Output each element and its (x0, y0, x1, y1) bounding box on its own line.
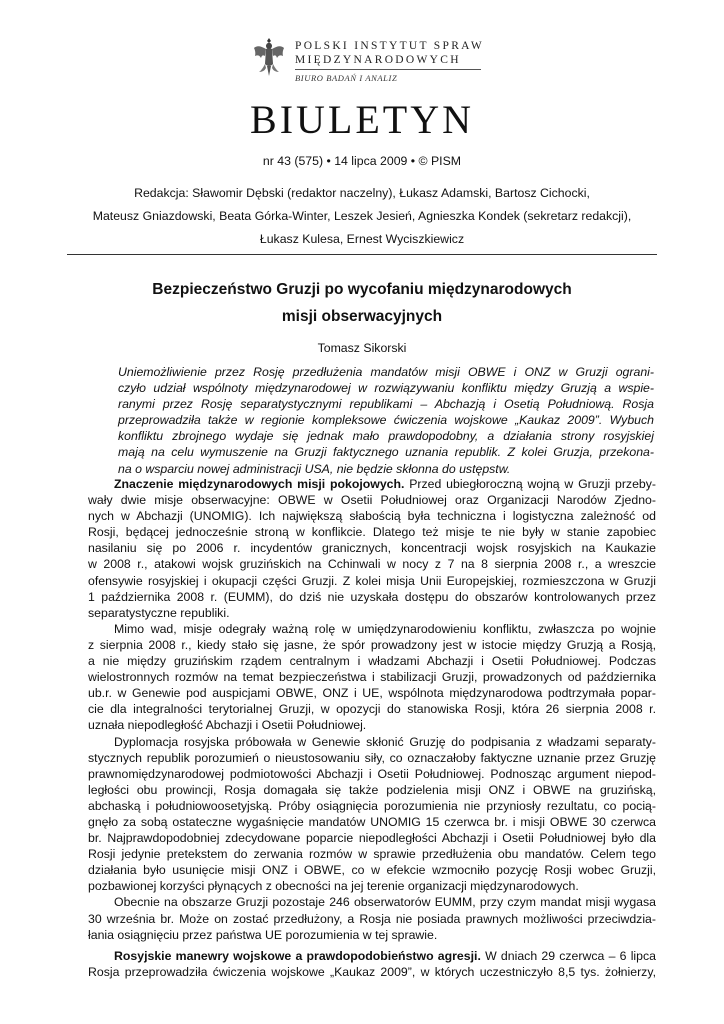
abstract-line: mają na celu wymuszenie na Gruzji faktycznego uznania republik. Z kolei Gruzja, przekona- (118, 445, 654, 460)
issue-line: nr 43 (575) • 14 lipca 2009 • © PISM (262, 154, 462, 168)
section1-first-line-text: Przed ubiegłoroczną wojną w Gruzji przeby- (404, 477, 656, 491)
body-line: ległości obu prowincji, Rosja domagała się także podzielenia misji ONZ i OBWE na gruzińską, (88, 782, 656, 797)
body-line: stycznych republik porozumień o nieustosowaniu siły, co oznaczałoby faktyczne uznanie przez Gruzję (88, 750, 656, 765)
body-line: ub.r. w Genewie pod auspicjami OBWE, ONZ i UE, wspólnota międzynarodowa podtrzymała popar- (88, 686, 656, 701)
editors-line-1: Redakcja: Sławomir Dębski (redaktor naczelny), Łukasz Adamski, Bartosz Cichocki, (134, 186, 590, 200)
body-line: Rosja przeprowadziła ćwiczenia wojskowe „Kaukaz 2009”, w których uczestniczyło 8,5 tys. żołnierzy, (88, 964, 656, 979)
body-line: ofensywie rosyjskiej i okupacji części Gruzji. Z kolei misja Unii Europejskiej, rozmieszczona w Gruzji (88, 573, 656, 588)
section2-heading: Rosyjskie manewry wojskowe a prawdopodobieństwo agresji. (114, 948, 481, 963)
body-line: uznała niepodległość Abchazji i Osetii Południowej. (88, 718, 367, 733)
body-line: Rosji jedynie pretekstem do zerwania rozmów w sprawie przedłużenia obu mandatów. Celem tego (88, 847, 656, 862)
body-line: wały dwie misje obserwacyjne: OBWE w Osetii Południowej oraz Organizacji Narodów Zjedno- (88, 493, 656, 508)
body-line: 30 września br. Może on zostać przedłużony, a Rosja nie posiada prawnych możliwości przeciwdzia- (88, 911, 656, 926)
body-line: prawnomiędzynarodowej podmiotowości Abchazji i Osetii Południowej. Podnosząc argument niepod- (88, 766, 656, 781)
section2-first-line (88, 948, 656, 964)
body-line: Mimo wad, misje odegrały ważną rolę w umiędzynarodowieniu konfliktu, zwłaszcza po wojnie (114, 621, 656, 636)
eagle-emblem-icon (253, 34, 285, 78)
body-line: w 2008 r., atakowi wojsk gruzińskich na Cchinwali w nocy z 7 na 8 sierpnia 2008 r., a wreszcie (88, 557, 656, 572)
body-line: nasilaniu się po 2006 r. incydentów granicznych, koncentracji wojsk rosyjskich na Kaukazie (88, 541, 656, 556)
body-line: cie dla integralności terytorialnej Gruzji, w opozycji do stanowiska Rosji, która 26 sierpnia 2008 r. (88, 702, 656, 717)
abstract-line: ranymi przez Rosję separatystycznymi republikami – Abchazją i Osetią Południową. Rosja (118, 397, 654, 412)
body-line: Rosji, będącej jednocześnie stroną w konflikcie. Dlatego też misje te nie były w stanie zapobiec (88, 525, 656, 540)
body-line: Obecnie na obszarze Gruzji pozostaje 246 obserwatorów EUMM, przy czym mandat misji wygasa (114, 895, 656, 910)
body-line: br. Najprawdopodobniej zdecydowane poparcie niepodległości Abchazji i Osetii Południowej było dla (88, 831, 656, 846)
section1-first-line (88, 476, 656, 492)
article-title-line-2: misji obserwacyjnych (281, 308, 443, 325)
body-line: 1 października 2008 r. (EUMM), do dziś nie uzyskała dostępu do obszarów kontrolowanych przez (88, 589, 656, 604)
body-line: nych w Abchazji (UNOMIG). Ich największą słabością była techniczna i logistyczna zależność od (88, 509, 656, 524)
body-line: wielostronnych rozmów na temat bezpieczeństwa i stabilizacji Gruzji, prowadzonych od października (88, 670, 656, 685)
editors-line-3: Łukasz Kulesa, Ernest Wyciszkiewicz (259, 232, 465, 246)
body-line: a nie między gruzińskim rządem centralnym i władzami Abchazji i Osetii Południowej. Podczas (88, 654, 656, 669)
abstract-line: Uniemożliwienie przez Rosję przedłużenia mandatów misji OBWE i ONZ w Gruzji ograni- (118, 365, 654, 379)
institute-name-line2: MIĘDZYNARODOWYCH (295, 54, 461, 66)
article-title-line-1: Bezpieczeństwo Gruzji po wycofaniu międzynarodowych (152, 281, 572, 298)
body-line: Dyplomacja rosyjska próbowała w Genewie skłonić Gruzję do podpisania z władzami separaty- (114, 734, 656, 749)
abstract-line: konfliktu zbrojnego wydaje się jednak mało prawdopodobny, a działania strony rosyjskiej (118, 429, 654, 444)
body-line: łania osiągnięciu przez państwa UE porozumienia w tej sprawie. (88, 927, 438, 942)
editors-line-2: Mateusz Gniazdowski, Beata Górka-Winter, Leszek Jesień, Agnieszka Kondek (sekretarz redakcji), (92, 209, 632, 223)
article-author: Tomasz Sikorski (317, 341, 407, 355)
abstract-line: czyło udział wspólnoty międzynarodowej w rozwiązywaniu konfliktu między Gruzją a wspie- (118, 381, 654, 396)
article-abstract (118, 364, 654, 477)
body-line: z sierpnia 2008 r., kiedy stało się jasne, że spór prowadzony jest w istocie między Gruzją a Rosją, (88, 637, 656, 652)
body-line: abchaską i południowoosetyjską. Próby osiągnięcia porozumienia nie przyniosły rezultatu, co pocią- (88, 798, 656, 813)
logo-divider (295, 69, 481, 70)
institute-name-line1: POLSKI INSTYTUT SPRAW (295, 40, 485, 52)
body-line: pozbawionej korzyści płynących z obecności na jej terenie organizacji międzynarodowych. (88, 879, 579, 894)
abstract-line: na o wsparciu nowej administracji USA, nie będzie skłonna do ustępstw. (118, 461, 511, 476)
body-line: separatystyczne republiki. (88, 605, 230, 620)
abstract-line: przeprowadziła także w regionie kompleksowe ćwiczenia wojskowe „Kaukaz 2009”. Wybuch (118, 413, 654, 428)
section1-heading: Znaczenie międzynarodowych misji pokojowych. (114, 477, 405, 491)
body-line: działania było usunięcie misji ONZ i OBWE, co w efekcie wzmocniło pozycję Rosji wobec Gruzji, (88, 863, 656, 878)
publication-title: BIULETYN (250, 97, 474, 142)
body-line: gnęło za sobą ostateczne wygaśnięcie mandatów UNOMIG 15 czerwca br. i misji OBWE 30 czerwca (88, 814, 656, 829)
bureau-name: BIURO BADAŃ I ANALIZ (295, 73, 398, 83)
article-body (88, 476, 656, 980)
pism-logo (253, 34, 483, 90)
section2-first-line-text: W dniach 29 czerwca – 6 lipca (480, 948, 656, 963)
header-divider (67, 254, 657, 255)
